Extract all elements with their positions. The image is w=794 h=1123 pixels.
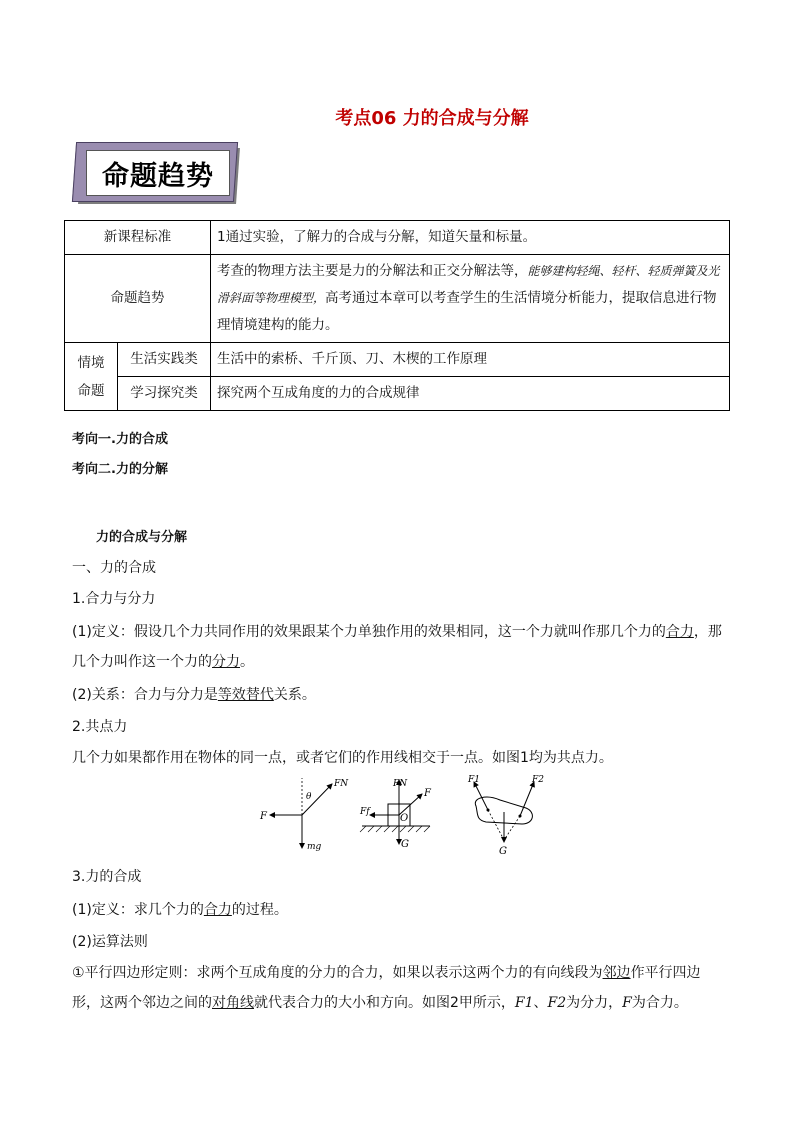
paragraph-concurrent: 几个力如果都作用在物体的同一点，或者它们的作用线相交于一点。如图1均为共点力。 [72, 750, 613, 766]
table-row [65, 221, 730, 255]
p1-b: ，那几个力叫作这一个力的 [72, 624, 722, 670]
label-FN: FN [334, 779, 349, 789]
p6-e: 为合力。 [631, 995, 688, 1011]
banner-text: 命题趋势 [102, 160, 214, 192]
label-FN-2: FN [393, 779, 408, 789]
p6-d: 为分力， [566, 995, 623, 1011]
section-heading: 力的合成与分解 [96, 530, 188, 545]
label-F-2: F [424, 788, 431, 799]
direction-2: 考向二.力的分解 [72, 462, 168, 477]
paragraph-relation [72, 680, 722, 710]
heading-1: 一、力的合成 [72, 560, 156, 576]
text-life: 生活中的索桥、千斤顶、刀、木楔的工作原理 [211, 343, 730, 377]
heading-1-3: 3.力的合成 [72, 869, 142, 885]
p1-a: (1)定义：假设几个力共同作用的效果跟某个力单独作用的效果相同，这一个力就叫作那几个力的 [72, 624, 666, 640]
label-situation-b: 命题 [77, 382, 105, 399]
p2-a: (2)关系：合力与分力是 [72, 687, 218, 703]
label-O: O [400, 813, 409, 824]
label-standard: 新课程标准 [65, 221, 211, 255]
label-life: 生活实践类 [118, 343, 211, 377]
label-study: 学习探究类 [118, 377, 211, 411]
p4-a: (1)定义：求几个力的 [72, 902, 204, 918]
paragraph-parallelogram [72, 958, 722, 1018]
label-F: F [260, 811, 267, 822]
p1-u1: 合力 [665, 624, 694, 640]
paragraph-rules: (2)运算法则 [72, 934, 148, 950]
p2-b: 关系。 [273, 687, 316, 703]
heading-1-1: 1.合力与分力 [72, 591, 156, 607]
label-trend: 命题趋势 [65, 255, 211, 343]
p6-F2: F2 [547, 995, 567, 1011]
table-row [65, 343, 730, 377]
label-Ff: Ff [360, 807, 370, 817]
p6-c: 就代表合力的大小和方向。如图2甲所示， [254, 995, 515, 1011]
p6-F1: F1 [514, 995, 534, 1011]
p6-u2: 对角线 [212, 995, 254, 1011]
text-study: 探究两个互成角度的力的合成规律 [211, 377, 730, 411]
label-F2-c: F2 [532, 775, 544, 785]
figure-1-b [359, 779, 432, 850]
figure-1-a [259, 778, 349, 852]
direction-1: 考向一.力的合成 [72, 432, 168, 447]
label-G-c: G [499, 846, 507, 857]
figure-1 [250, 772, 550, 858]
page-title: 考点06 力的合成与分解 [335, 108, 529, 129]
label-F1: F1 [468, 775, 480, 785]
p2-u: 等效替代 [217, 687, 274, 703]
trend-text-b: 高考通过本章可以考查学生的生活情境分析能力，提取信息进行物理情境建构的能力。 [217, 290, 717, 333]
paragraph-definition [72, 617, 722, 677]
banner [72, 140, 240, 206]
p1-u2: 分力 [212, 654, 240, 670]
heading-1-2: 2.共点力 [72, 719, 128, 735]
p6-u1: 邻边 [602, 965, 631, 981]
table-row [65, 255, 730, 343]
trend-table [64, 220, 730, 411]
p4-b: 的过程。 [231, 902, 288, 918]
p1-c: 。 [240, 654, 254, 670]
text-trend [211, 255, 730, 343]
p4-u: 合力 [203, 902, 232, 918]
p6-F: F [622, 995, 632, 1011]
text-standard: 1通过实验，了解力的合成与分解，知道矢量和标量。 [211, 221, 730, 255]
trend-text-hand: 能够建构轻绳、轻杆、轻质弹簧及光滑斜面等物理模型， [217, 264, 720, 305]
table-row [65, 377, 730, 411]
banner-plate [86, 150, 230, 196]
paragraph-synthesis-def [72, 895, 722, 925]
figure-1-c [467, 775, 544, 857]
p6-b: 作平行四边形，这两个邻边之间的 [72, 965, 701, 1011]
p6-sep: 、 [533, 995, 548, 1011]
trend-text-a: 考查的物理方法主要是力的分解法和正交分解法等， [217, 263, 528, 279]
p6-a: ①平行四边形定则：求两个互成角度的分力的合力，如果以表示这两个力的有向线段为 [72, 965, 603, 981]
label-situation [65, 343, 118, 411]
label-theta: θ [306, 792, 312, 802]
label-situation-a: 情境 [77, 354, 105, 371]
label-G: G [401, 839, 409, 850]
label-mg: mg [307, 842, 322, 852]
